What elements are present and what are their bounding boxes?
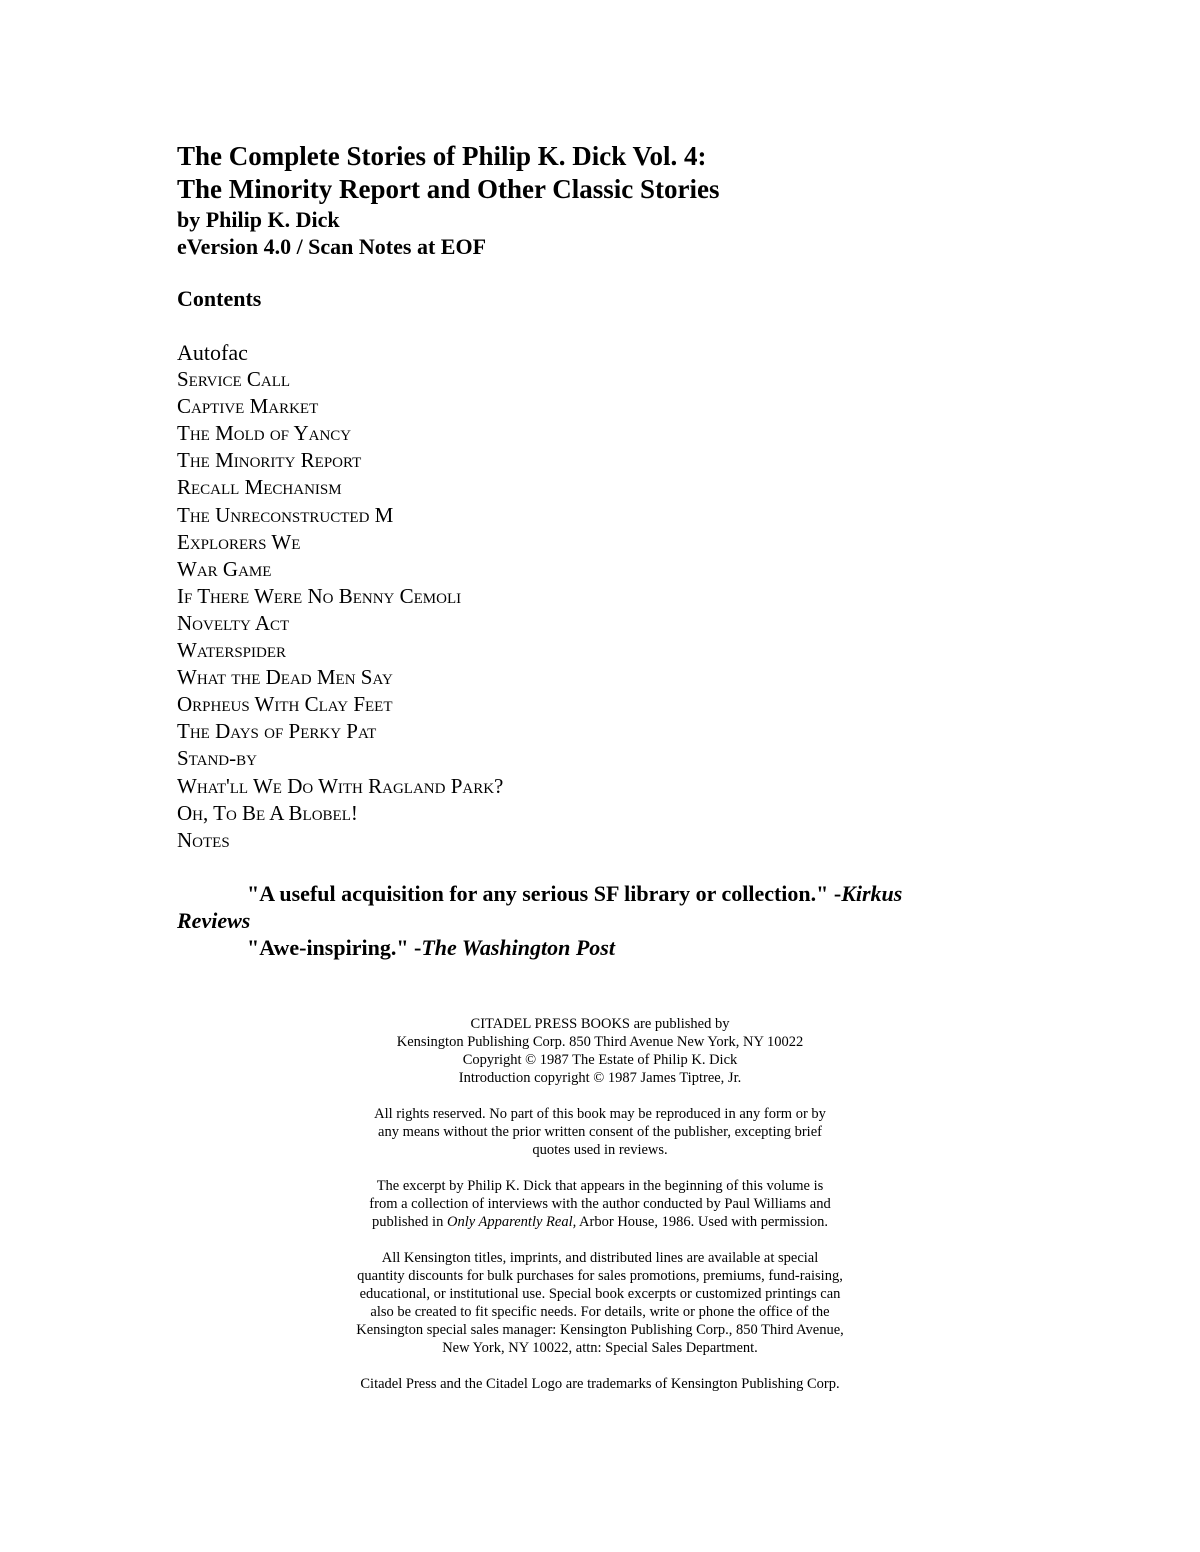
toc-item[interactable]: What the Dead Men Say — [177, 665, 393, 690]
colophon-line: quantity discounts for bulk purchases for sales promotions, premiums, fund-raising, — [357, 1268, 843, 1284]
author-line: by Philip K. Dick — [177, 207, 340, 232]
colophon-line: any means without the prior written consent of the publisher, excepting brief — [378, 1124, 822, 1140]
review-quote — [177, 880, 977, 934]
trademark-paragraph — [300, 1375, 900, 1393]
review-source: The Washington Post — [421, 935, 615, 960]
excerpt-paragraph — [300, 1177, 900, 1231]
toc-item[interactable]: Captive Market — [177, 394, 319, 419]
colophon-line: Kensington special sales manager: Kensington Publishing Corp., 850 Third Avenue, — [356, 1322, 844, 1338]
special-sales-paragraph — [300, 1249, 900, 1357]
toc-item[interactable]: Service Call — [177, 367, 291, 392]
toc-item[interactable]: Recall Mechanism — [177, 475, 342, 500]
colophon-line: quotes used in reviews. — [532, 1142, 668, 1158]
review-source: Kirkus Reviews — [177, 881, 903, 933]
colophon-line: The excerpt by Philip K. Dick that appears in the beginning of this volume is — [376, 1178, 824, 1194]
review-quote — [177, 934, 977, 961]
colophon-line: from a collection of interviews with the author conducted by Paul Williams and — [369, 1196, 831, 1212]
toc-item[interactable]: The Mold of Yancy — [177, 421, 352, 446]
colophon-line — [300, 1213, 900, 1231]
toc-item[interactable]: Notes — [177, 827, 230, 852]
publisher-paragraph — [300, 1015, 900, 1087]
excerpt-text: Arbor House, 1986. Used with permission. — [576, 1214, 828, 1230]
toc-item[interactable]: Oh, To Be A Blobel! — [177, 800, 358, 825]
title-block — [177, 140, 1077, 260]
review-quote-text: "A useful acquisition for any serious SF library or collection." - — [247, 881, 842, 906]
toc-item[interactable]: Novelty Act — [177, 610, 290, 635]
excerpt-text: published in — [372, 1214, 447, 1230]
rights-paragraph — [300, 1105, 900, 1159]
colophon-line: also be created to fit specific needs. For details, write or phone the office of the — [370, 1304, 830, 1320]
book-title-line-1: The Complete Stories of Philip K. Dick Vol. 4: — [177, 141, 707, 171]
colophon-line: All rights reserved. No part of this book may be reproduced in any form or by — [374, 1106, 826, 1122]
colophon-line: Citadel Press and the Citadel Logo are trademarks of Kensington Publishing Corp. — [360, 1376, 840, 1392]
toc-item[interactable]: Stand-by — [177, 746, 257, 771]
review-quotes — [177, 880, 977, 961]
toc-item[interactable]: The Unreconstructed M — [177, 502, 394, 527]
colophon-line: educational, or institutional use. Special book excerpts or customized printings can — [359, 1286, 841, 1302]
colophon-line: All Kensington titles, imprints, and distributed lines are available at special — [381, 1250, 819, 1266]
colophon-line: Copyright © 1987 The Estate of Philip K. Dick — [462, 1052, 738, 1068]
copyright-colophon — [300, 1015, 900, 1411]
toc-item[interactable]: Explorers We — [177, 529, 301, 554]
colophon-line: New York, NY 10022, attn: Special Sales Department. — [442, 1340, 758, 1356]
toc-item[interactable]: Orpheus With Clay Feet — [177, 692, 393, 717]
colophon-line: CITADEL PRESS BOOKS are published by — [470, 1016, 730, 1032]
colophon-line: Kensington Publishing Corp. 850 Third Avenue New York, NY 10022 — [396, 1034, 804, 1050]
toc-item[interactable]: War Game — [177, 556, 272, 581]
excerpt-book-title: Only Apparently Real, — [446, 1214, 577, 1230]
table-of-contents — [177, 339, 503, 854]
book-title-line-2: The Minority Report and Other Classic Stories — [177, 174, 720, 204]
toc-item[interactable]: What'll We Do With Ragland Park? — [177, 773, 504, 798]
review-quote-text: "Awe-inspiring." - — [247, 935, 422, 960]
toc-item[interactable]: The Days of Perky Pat — [177, 719, 377, 744]
toc-item[interactable]: The Minority Report — [177, 448, 362, 473]
colophon-line: Introduction copyright © 1987 James Tiptree, Jr. — [458, 1070, 742, 1086]
toc-item[interactable]: Autofac — [177, 340, 248, 365]
contents-heading: Contents — [177, 286, 262, 311]
toc-item[interactable]: If There Were No Benny Cemoli — [177, 583, 462, 608]
toc-item[interactable]: Waterspider — [177, 638, 287, 663]
version-line: eVersion 4.0 / Scan Notes at EOF — [177, 234, 487, 259]
